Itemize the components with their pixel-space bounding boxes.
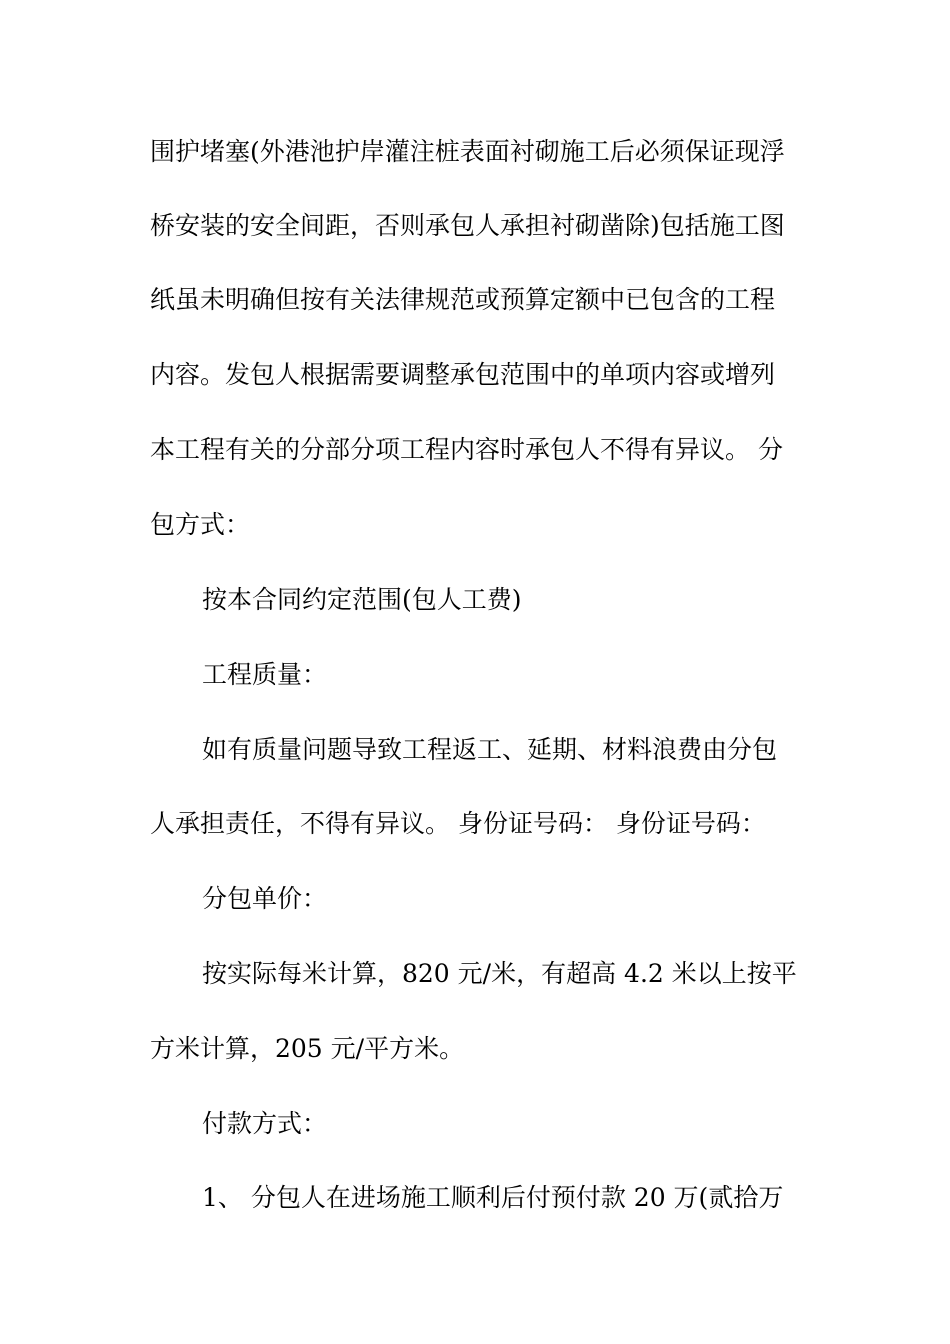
text-line: 按实际每米计算，820 元/米，有超高 4.2 米以上按平 — [202, 959, 797, 988]
text-line: 1、 分包人在进场施工顺利后付预付款 20 万(贰拾万 — [202, 1183, 784, 1212]
text-line: 工程质量： — [202, 660, 328, 689]
text-line: 人承担责任，不得有异议。 身份证号码： 身份证号码： — [150, 809, 766, 838]
text-line: 如有质量问题导致工程返工、延期、材料浪费由分包 — [202, 735, 778, 764]
text-line: 桥安装的安全间距，否则承包人承担衬砌凿除)包括施工图 — [150, 211, 785, 240]
text-line: 按本合同约定范围(包人工费) — [202, 585, 522, 614]
text-line: 付款方式： — [202, 1109, 328, 1138]
text-line: 分包单价： — [202, 884, 328, 913]
text-line: 内容。发包人根据需要调整承包范围中的单项内容或增列 — [150, 360, 776, 389]
text-line: 方米计算，205 元/平方米。 — [150, 1034, 465, 1063]
text-line: 纸虽未明确但按有关法律规范或预算定额中已包含的工程 — [150, 285, 776, 314]
text-line: 包方式： — [150, 510, 251, 539]
text-line: 围护堵塞(外港池护岸灌注桩表面衬砌施工后必须保证现浮 — [150, 137, 785, 166]
text-line: 本工程有关的分部分项工程内容时承包人不得有异议。 分 — [150, 435, 783, 464]
